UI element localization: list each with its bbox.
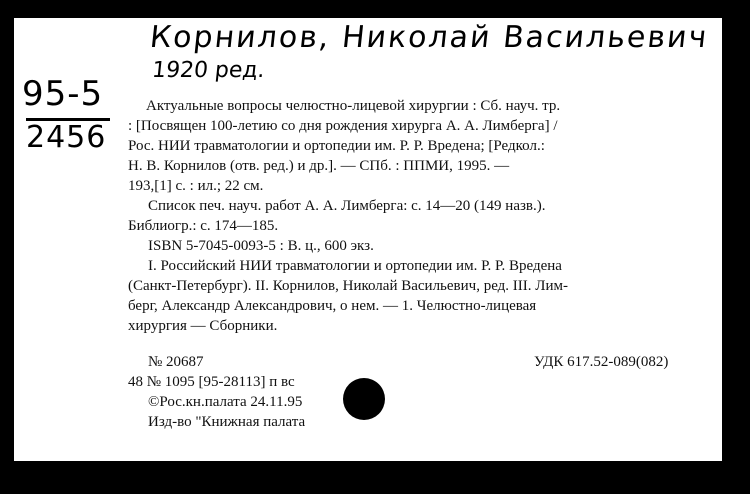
entry-subject-3: берг, Александр Александрович, о нем. — 1. Челюстно-лицевая — [128, 298, 537, 314]
entry-title-line-1: Актуальные вопросы челюстно-лицевой хирургии : Сб. науч. тр. — [146, 98, 561, 114]
record-number: № 20687 — [148, 354, 204, 370]
entry-note-2: Библиогр.: с. 174—185. — [128, 218, 279, 234]
entry-subject-1: I. Российский НИИ травматологии и ортопедии им. Р. Р. Вредена — [148, 258, 562, 274]
entry-title-line-2: : [Посвящен 100-летию со дня рождения хирурга А. А. Лимберга] / — [128, 118, 558, 134]
entry-line-48: 48 № 1095 [95-28113] п вс — [128, 374, 295, 390]
handwritten-author-name: Корнилов, Николай Васильевич — [148, 20, 711, 55]
copyright-line: ©Рос.кн.палата 24.11.95 — [148, 394, 303, 410]
publisher-line: Изд-во "Книжная палата — [148, 414, 306, 430]
entry-title-line-3: Рос. НИИ травматологии и ортопедии им. Р. Р. Вредена; [Редкол.: — [128, 138, 545, 154]
udk-code: УДК 617.52-089(082) — [534, 354, 669, 370]
entry-title-line-5: 193,[1] с. : ил.; 22 см. — [128, 178, 264, 194]
entry-subject-2: (Санкт-Петербург). II. Корнилов, Николай Васильевич, ред. III. Лим- — [128, 278, 568, 294]
handwritten-year-note: 1920 ред. — [150, 58, 267, 83]
entry-title-line-4: Н. В. Корнилов (отв. ред.) и др.]. — СПб. : ППМИ, 1995. — — [128, 158, 510, 174]
entry-note-1: Список печ. науч. работ А. А. Лимберга: с. 14—20 (149 назв.). — [148, 198, 546, 214]
ink-blot — [343, 378, 385, 420]
handwritten-shelf-code: 95-5 — [22, 74, 104, 114]
entry-isbn: ISBN 5-7045-0093-5 : В. ц., 600 экз. — [148, 238, 374, 254]
entry-subject-4: хирургия — Сборники. — [128, 318, 278, 334]
handwritten-call-number: 2456 — [26, 120, 107, 155]
